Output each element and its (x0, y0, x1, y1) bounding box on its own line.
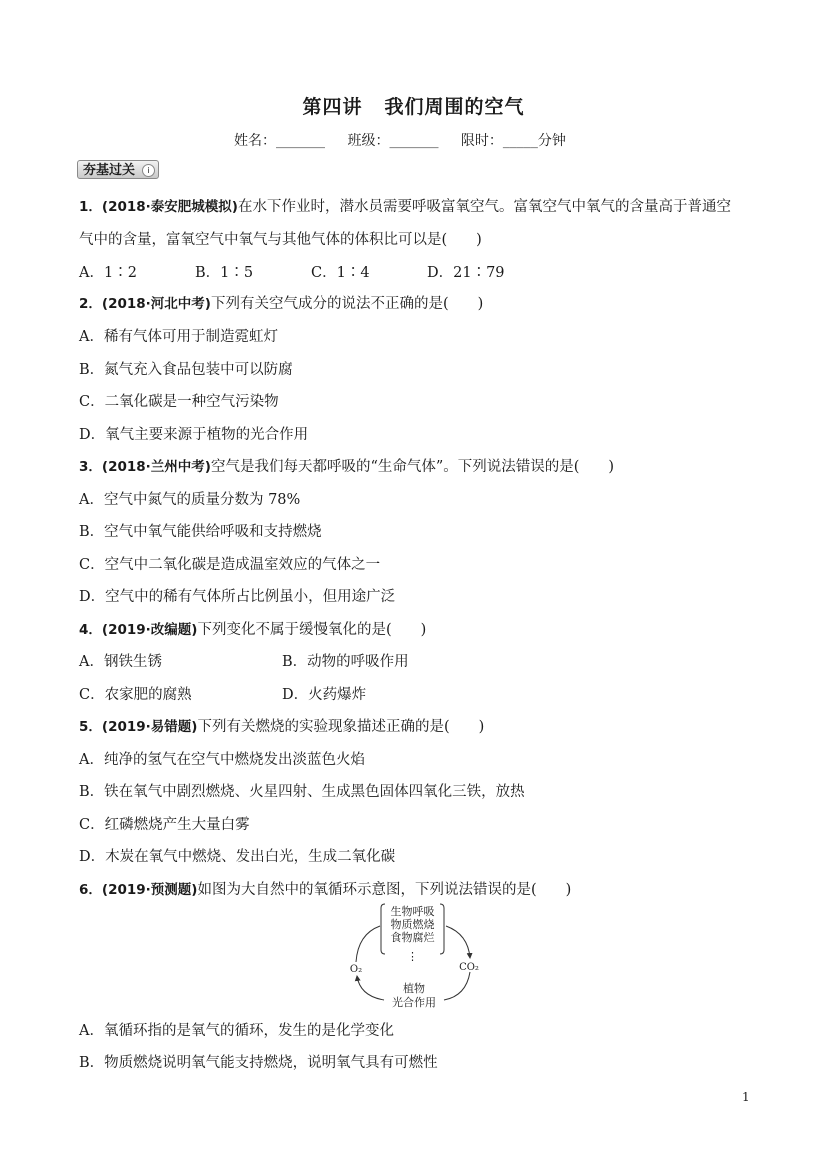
left-bracket (381, 904, 385, 954)
q4-option-b: B．动物的呼吸作用 (282, 654, 409, 670)
q2-option-d: D．氧气主要来源于植物的光合作用 (79, 427, 309, 443)
q1-option-b: B．1∶5 (195, 265, 254, 281)
q4-option-d: D．火药爆炸 (282, 687, 367, 703)
q1-option-c: C．1∶4 (311, 265, 370, 281)
page-number: 1 (742, 1090, 750, 1104)
question-1-line-1 (79, 195, 731, 216)
diagram-label-combustion: 物质燃烧 (390, 918, 435, 931)
question-stem: 如图为大自然中的氧循环示意图，下列说法错误的是( ) (197, 882, 572, 898)
diagram-dots: ⋮ (407, 950, 418, 963)
question-4 (79, 618, 426, 639)
q3-option-d: D．空气中的稀有气体所占比例虽小，但用途广泛 (79, 589, 396, 605)
lecture-topic: 我们周围的空气 (384, 96, 525, 118)
question-number: 3． (79, 459, 102, 475)
student-info-line (234, 130, 584, 150)
question-number: 4． (79, 622, 102, 638)
question-6 (79, 878, 571, 899)
diagram-label-respiration: 生物呼吸 (390, 905, 435, 918)
question-source: (2019·预测题) (101, 882, 198, 898)
question-source: (2019·易错题) (101, 719, 198, 735)
q4-option-c: C．农家肥的腐熟 (79, 687, 192, 703)
diagram-o2-label: O₂ (349, 964, 363, 975)
q6-option-b: B．物质燃烧说明氧气能支持燃烧，说明氧气具有可燃性 (79, 1055, 438, 1071)
badge-circle-icon: i (142, 164, 155, 177)
question-stem: 下列有关燃烧的实验现象描述正确的是( ) (197, 719, 485, 735)
arrow-to-co2 (446, 926, 470, 958)
oxygen-cycle-diagram (340, 900, 490, 1015)
lecture-number: 第四讲 (302, 96, 363, 118)
question-stem: 空气是我们每天都呼吸的“生命气体”。下列说法错误的是( ) (210, 459, 615, 475)
q4-option-a: A．钢铁生锈 (79, 654, 162, 670)
diagram-co2-label: CO₂ (459, 962, 479, 973)
q1-option-d: D．21∶79 (427, 265, 505, 281)
q5-option-c: C．红磷燃烧产生大量白雾 (79, 817, 250, 833)
question-stem: 下列变化不属于缓慢氧化的是( ) (197, 622, 427, 638)
class-field: 班级：_______ (347, 133, 439, 149)
time-limit-field: 限时：_____分钟 (460, 133, 566, 149)
diagram-label-decay: 食物腐烂 (390, 931, 435, 944)
page-title (0, 92, 827, 119)
question-stem: 下列有关空气成分的说法不正确的是( ) (210, 296, 484, 312)
question-number: 5． (79, 719, 102, 735)
diagram-label-photosynthesis: 光合作用 (392, 996, 436, 1009)
q2-option-a: A．稀有气体可用于制造霓虹灯 (79, 329, 278, 345)
question-source: (2019·改编题) (101, 622, 198, 638)
question-number: 2． (79, 296, 102, 312)
q2-option-b: B．氮气充入食品包装中可以防腐 (79, 362, 293, 378)
question-source: (2018·兰州中考) (101, 459, 211, 475)
section-badge (77, 160, 159, 179)
q2-option-c: C．二氧化碳是一种空气污染物 (79, 394, 279, 410)
q5-option-d: D．木炭在氧气中燃烧、发出白光，生成二氧化碳 (79, 849, 396, 865)
q3-option-b: B．空气中氧气能供给呼吸和支持燃烧 (79, 524, 322, 540)
diagram-label-plant: 植物 (403, 982, 425, 995)
question-number: 6． (79, 882, 102, 898)
q5-option-b: B．铁在氧气中剧烈燃烧、火星四射、生成黑色固体四氧化三铁，放热 (79, 784, 525, 800)
question-2 (79, 292, 483, 313)
q3-option-c: C．空气中二氧化碳是造成温室效应的气体之一 (79, 557, 381, 573)
arrow-to-o2 (357, 976, 384, 1000)
name-field: 姓名：_______ (234, 133, 325, 149)
section-badge-label: 夯基过关 (83, 163, 136, 178)
question-source: (2018·泰安肥城模拟) (101, 199, 238, 215)
q5-option-a: A．纯净的氢气在空气中燃烧发出淡蓝色火焰 (79, 752, 365, 768)
q3-option-a: A．空气中氮气的质量分数为 78% (79, 492, 301, 508)
right-bracket (440, 904, 444, 954)
question-1-line-2: 气中的含量，富氧空气中氧气与其他气体的体积比可以是( ) (79, 232, 482, 248)
question-number: 1． (79, 199, 102, 215)
q1-option-a: A．1∶2 (79, 265, 137, 281)
question-5 (79, 715, 484, 736)
question-3 (79, 455, 614, 476)
question-stem: 在水下作业时，潜水员需要呼吸富氧空气。富氧空气中氧气的含量高于普通空 (237, 199, 731, 215)
question-source: (2018·河北中考) (101, 296, 211, 312)
q6-option-a: A．氧循环指的是氧气的循环，发生的是化学变化 (79, 1023, 394, 1039)
